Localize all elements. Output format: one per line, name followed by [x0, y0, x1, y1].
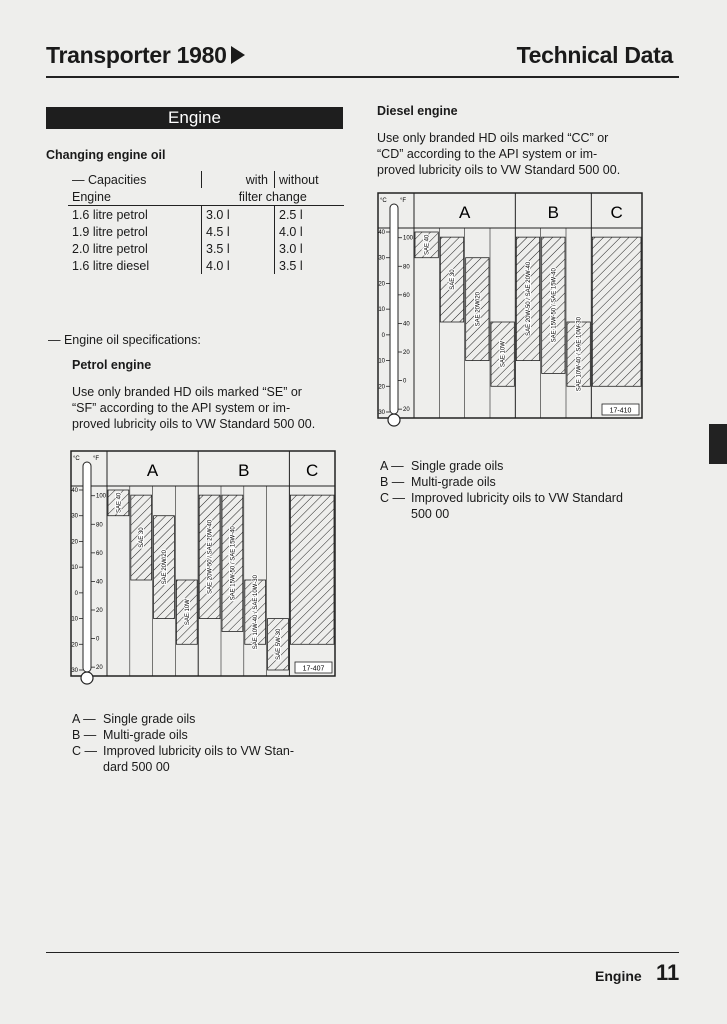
capacity-engine: 1.6 litre diesel [72, 258, 150, 273]
oil-grade-label: SAE 40 [424, 234, 431, 256]
legend-item [72, 711, 294, 727]
capacity-with: 3.0 l [202, 206, 275, 223]
capacity-row [68, 257, 344, 274]
oil-grade-label: SAE 10W-40 / SAE 10W-30 [253, 575, 260, 650]
oil-grade-label: SAE 20W-50 / SAE 20W-40 [207, 519, 214, 594]
diesel-oil-chart [377, 192, 644, 442]
fahrenheit-tick-label: 20 [403, 407, 410, 414]
oil-grade-label: SAE 20W/20 [475, 291, 482, 327]
oil-grade-label: SAE 30 [450, 269, 456, 290]
capacity-row [68, 223, 344, 240]
legend-text [103, 743, 294, 775]
legend-text [103, 727, 188, 743]
changing-oil-heading: Changing engine oil [46, 148, 166, 162]
thermometer-tube [83, 462, 91, 672]
capacity-engine: 1.6 litre petrol [72, 207, 148, 222]
celsius-tick-label: 40 [71, 488, 78, 494]
fahrenheit-tick-label: 100 [403, 235, 414, 242]
header-left [46, 42, 245, 69]
petrol-text-line: Use only branded HD oils marked “SE” or [72, 385, 302, 399]
col-with: with [202, 171, 275, 188]
capacity-without: 3.0 l [275, 240, 345, 257]
capacity-row [68, 206, 344, 223]
diesel-text [377, 130, 620, 178]
celsius-tick-label: 20 [378, 281, 385, 288]
celsius-tick-label: 30 [378, 255, 385, 262]
legend-line: dard 500 00 [103, 760, 170, 774]
fahrenheit-tick-label: 40 [403, 321, 410, 328]
legend-text [411, 490, 623, 522]
col-without: without [275, 171, 345, 188]
oil-grade-label: SAE 5W-30 [276, 628, 282, 660]
legend-key: B — [380, 475, 405, 489]
oil-range-bar [290, 495, 334, 644]
engine-label: Engine [72, 189, 111, 204]
oil-specs-label: — Engine oil specifications: [48, 333, 201, 347]
legend-key: C — [380, 491, 405, 505]
celsius-tick-label: 40 [378, 230, 385, 236]
celsius-tick-label: 0 [381, 332, 385, 339]
fahrenheit-tick-label: 0 [96, 636, 100, 643]
legend-item [72, 743, 294, 775]
legend-text [411, 474, 496, 490]
capacity-without: 3.5 l [275, 257, 345, 274]
thermometer-bulb [388, 414, 400, 426]
legend-line: Multi-grade oils [103, 728, 188, 742]
thumb-index-tab [709, 424, 727, 464]
legend-key: A — [380, 459, 404, 473]
legend-item [380, 458, 623, 474]
arrow-right-icon [231, 46, 245, 64]
celsius-tick-label: 0 [74, 590, 78, 597]
diesel-text-line: Use only branded HD oils marked “CC” or [377, 131, 609, 145]
header-rule [46, 76, 679, 78]
legend-text [103, 711, 195, 727]
legend-item [380, 490, 623, 522]
celsius-tick-label: 30 [71, 513, 78, 520]
group-label: B [238, 461, 250, 480]
petrol-text-line: proved lubricity oils to VW Standard 500 00. [72, 417, 316, 431]
celsius-unit: °C [380, 198, 387, 204]
footer-rule [46, 952, 679, 953]
legend-line: Improved lubricity oils to VW Stan- [103, 744, 295, 758]
capacity-without: 2.5 l [275, 206, 345, 223]
group-label: C [610, 203, 623, 222]
capacity-engine: 1.9 litre petrol [72, 224, 148, 239]
thermometer-tube [390, 204, 398, 414]
capacities-table [68, 171, 344, 274]
legend-key: B — [72, 728, 97, 742]
celsius-tick-label: 20 [71, 642, 78, 649]
col-filter-change: filter change [238, 189, 307, 204]
legend-line: Improved lubricity oils to VW Standard [411, 491, 623, 505]
legend-item [72, 727, 294, 743]
oil-grade-label: SAE 10W [500, 341, 507, 368]
celsius-tick-label: 10 [71, 616, 78, 623]
capacity-row [68, 240, 344, 257]
capacity-with: 4.0 l [202, 257, 275, 274]
celsius-tick-label: 10 [71, 565, 78, 572]
celsius-tick-label: 20 [378, 384, 385, 391]
capacity-with: 3.5 l [202, 240, 275, 257]
diesel-text-line: proved lubricity oils to VW Standard 500 00. [377, 163, 621, 177]
section-title-bar: Engine [46, 107, 343, 129]
oil-grade-label: SAE 20W-50 / SAE 20W-40 [526, 261, 532, 336]
fahrenheit-tick-label: 60 [403, 292, 410, 299]
fahrenheit-tick-label: 20 [403, 350, 410, 356]
petrol-text-line: “SF” according to the API system or im- [72, 401, 291, 415]
oil-grade-label: SAE 15W-50 / SAE 15W-40 [230, 526, 237, 601]
legend-key: A — [72, 712, 96, 726]
legend-key: C — [72, 744, 97, 758]
celsius-tick-label: 10 [378, 307, 385, 314]
figure-id: 17-410 [609, 407, 632, 415]
fahrenheit-tick-label: 60 [96, 550, 103, 557]
capacity-with: 4.5 l [202, 223, 275, 240]
oil-grade-label: SAE 10W-40 / SAE 10W-30 [576, 317, 583, 392]
diesel-heading: Diesel engine [377, 104, 458, 118]
celsius-unit: °C [73, 456, 80, 462]
petrol-text [72, 384, 315, 432]
fahrenheit-tick-label: 20 [96, 608, 103, 614]
legend-line: Single grade oils [411, 459, 504, 473]
group-label: A [146, 461, 159, 480]
celsius-tick-label: 30 [378, 410, 385, 416]
legend-line: Single grade oils [103, 712, 196, 726]
fahrenheit-tick-label: 80 [96, 522, 103, 529]
legend-line: Multi-grade oils [411, 475, 496, 489]
fahrenheit-tick-label: 40 [96, 579, 103, 586]
group-label: C [306, 461, 319, 480]
footer-label: Engine [595, 968, 642, 984]
fahrenheit-unit: °F [93, 456, 100, 462]
thermometer-bulb [81, 672, 93, 684]
group-label: A [458, 203, 471, 222]
celsius-tick-label: 20 [71, 539, 78, 546]
fahrenheit-unit: °F [400, 198, 407, 204]
oil-grade-label: SAE 40 [116, 492, 123, 514]
oil-range-bar [592, 237, 641, 386]
fahrenheit-tick-label: 20 [96, 665, 103, 672]
legend-text [411, 458, 503, 474]
fahrenheit-tick-label: 0 [403, 378, 407, 385]
diesel-text-line: “CD” according to the API system or im- [377, 147, 598, 161]
legend-item [380, 474, 623, 490]
fahrenheit-tick-label: 80 [403, 264, 410, 271]
oil-grade-label: SAE 15W-50 / SAE 15W-40 [551, 268, 558, 343]
petrol-heading: Petrol engine [72, 358, 152, 372]
capacity-engine: 2.0 litre petrol [72, 241, 148, 256]
oil-grade-label: SAE 20W/20 [162, 549, 168, 585]
capacity-without: 4.0 l [275, 223, 345, 240]
page-number: 11 [656, 960, 680, 985]
oil-grade-label: SAE 10W [184, 599, 191, 626]
figure-id: 17-407 [302, 665, 325, 673]
diesel-legend [380, 458, 623, 522]
oil-grade-label: SAE 30 [139, 527, 146, 548]
capacities-label: — Capacities [72, 172, 147, 187]
fahrenheit-tick-label: 100 [96, 493, 107, 500]
model-title: Transporter 1980 [46, 42, 227, 68]
celsius-tick-label: 30 [71, 668, 78, 674]
group-label: B [547, 203, 560, 222]
legend-line: 500 00 [411, 507, 450, 521]
header-right-title: Technical Data [516, 42, 673, 68]
petrol-oil-chart [70, 450, 337, 700]
petrol-legend [72, 711, 294, 775]
celsius-tick-label: 10 [378, 358, 385, 365]
